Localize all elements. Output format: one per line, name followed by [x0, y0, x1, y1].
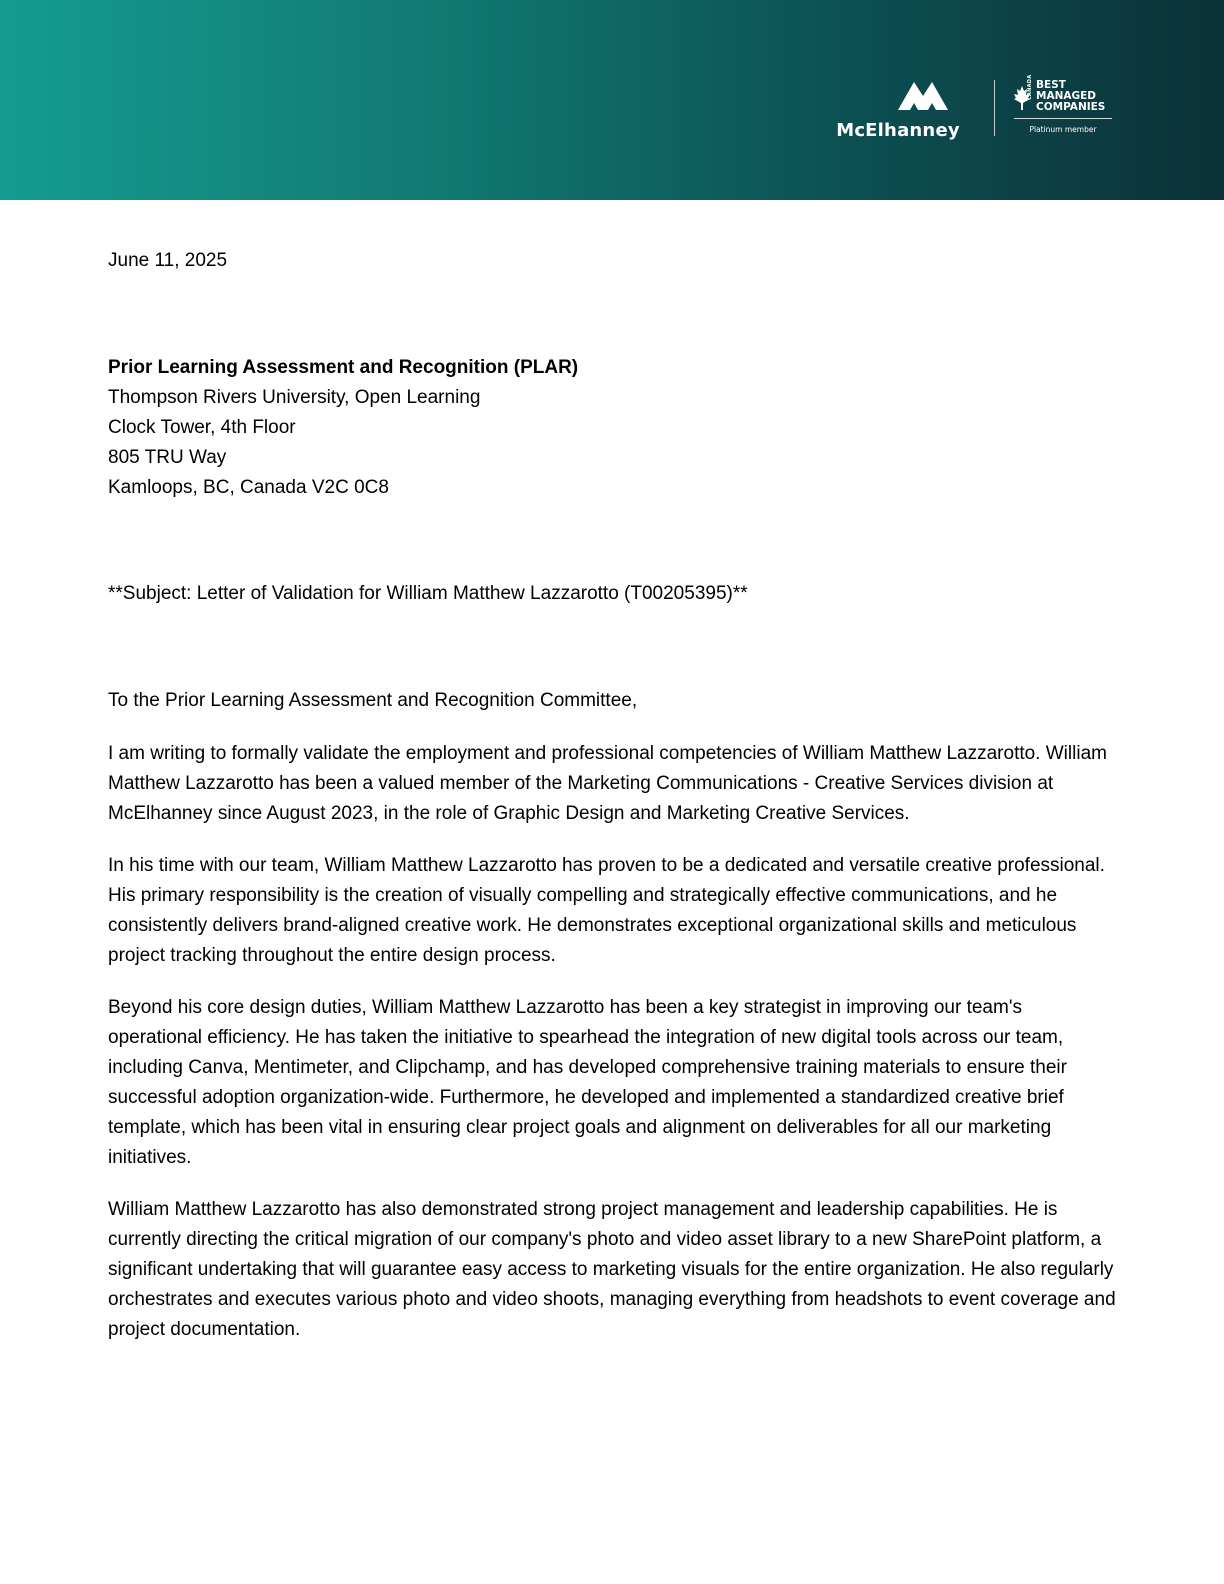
mountain-logo-icon — [898, 80, 948, 110]
recipient-address — [108, 353, 578, 503]
body-paragraph-3: Beyond his core design duties, William Matthew Lazzarotto has been a key strategist in improving our team's operational efficiency. He has taken the initiative to spearhead the integration of new digital tools across our team, including Canva, Mentimeter, and Clipchamp, and has developed comprehensive training materials to ensure their successful adoption organization-wide. Furthermore, he developed and implemented a standardized creative brief template, which has been vital in ensuring clear project goals and alignment on deliverables for all our marketing initiatives. — [108, 997, 1067, 1168]
recipient-organization: Thompson Rivers University, Open Learning — [108, 387, 481, 408]
award-level: Platinum member — [1029, 125, 1097, 134]
award-line: MANAGED — [1036, 90, 1096, 102]
award-line: COMPANIES — [1036, 101, 1106, 113]
body-paragraph-1: I am writing to formally validate the employment and professional competencies of William Matthew Lazzarotto. William Matthew Lazzarotto has been a valued member of the Marketing Communications - Creative Services division at McElhanney since August 2023, in the role of Graphic Design and Marketing Creative Services. — [108, 743, 1107, 824]
body-paragraph-2: In his time with our team, William Matthew Lazzarotto has proven to be a dedicated and versatile creative professional. His primary responsibility is the creation of visually compelling and strategically effective communications, and he consistently delivers brand-aligned creative work. He demonstrates exceptional organizational skills and meticulous project tracking throughout the entire design process. — [108, 855, 1105, 966]
letter-date: June 11, 2025 — [108, 250, 228, 271]
recipient-city: Kamloops, BC, Canada V2C 0C8 — [108, 477, 389, 498]
award-country: CANADA — [1027, 74, 1033, 100]
company-logo — [818, 80, 978, 142]
recipient-building: Clock Tower, 4th Floor — [108, 417, 296, 438]
recipient-street: 805 TRU Way — [108, 447, 227, 468]
letter-subject: **Subject: Letter of Validation for William Matthew Lazzarotto (T00205395)** — [108, 583, 748, 604]
company-wordmark: McElhanney — [836, 120, 960, 141]
best-managed-badge — [1014, 74, 1124, 140]
letterhead-banner — [0, 0, 1224, 200]
body-paragraph-4: William Matthew Lazzarotto has also demonstrated strong project management and leadership capabilities. He is currently directing the critical migration of our company's photo and video asset library to a new SharePoint platform, a significant undertaking that will guarantee easy access to marketing visuals for the entire organization. He also regularly orchestrates and executes various photo and video shoots, managing everything from headshots to event coverage and project documentation. — [108, 1199, 1116, 1340]
award-rule — [1014, 118, 1112, 119]
award-title — [1036, 80, 1105, 113]
award-line: BEST — [1036, 79, 1066, 91]
logo-divider — [994, 80, 995, 136]
recipient-name: Prior Learning Assessment and Recognition (PLAR) — [108, 357, 579, 378]
letter-salutation: To the Prior Learning Assessment and Recognition Committee, — [108, 690, 638, 711]
